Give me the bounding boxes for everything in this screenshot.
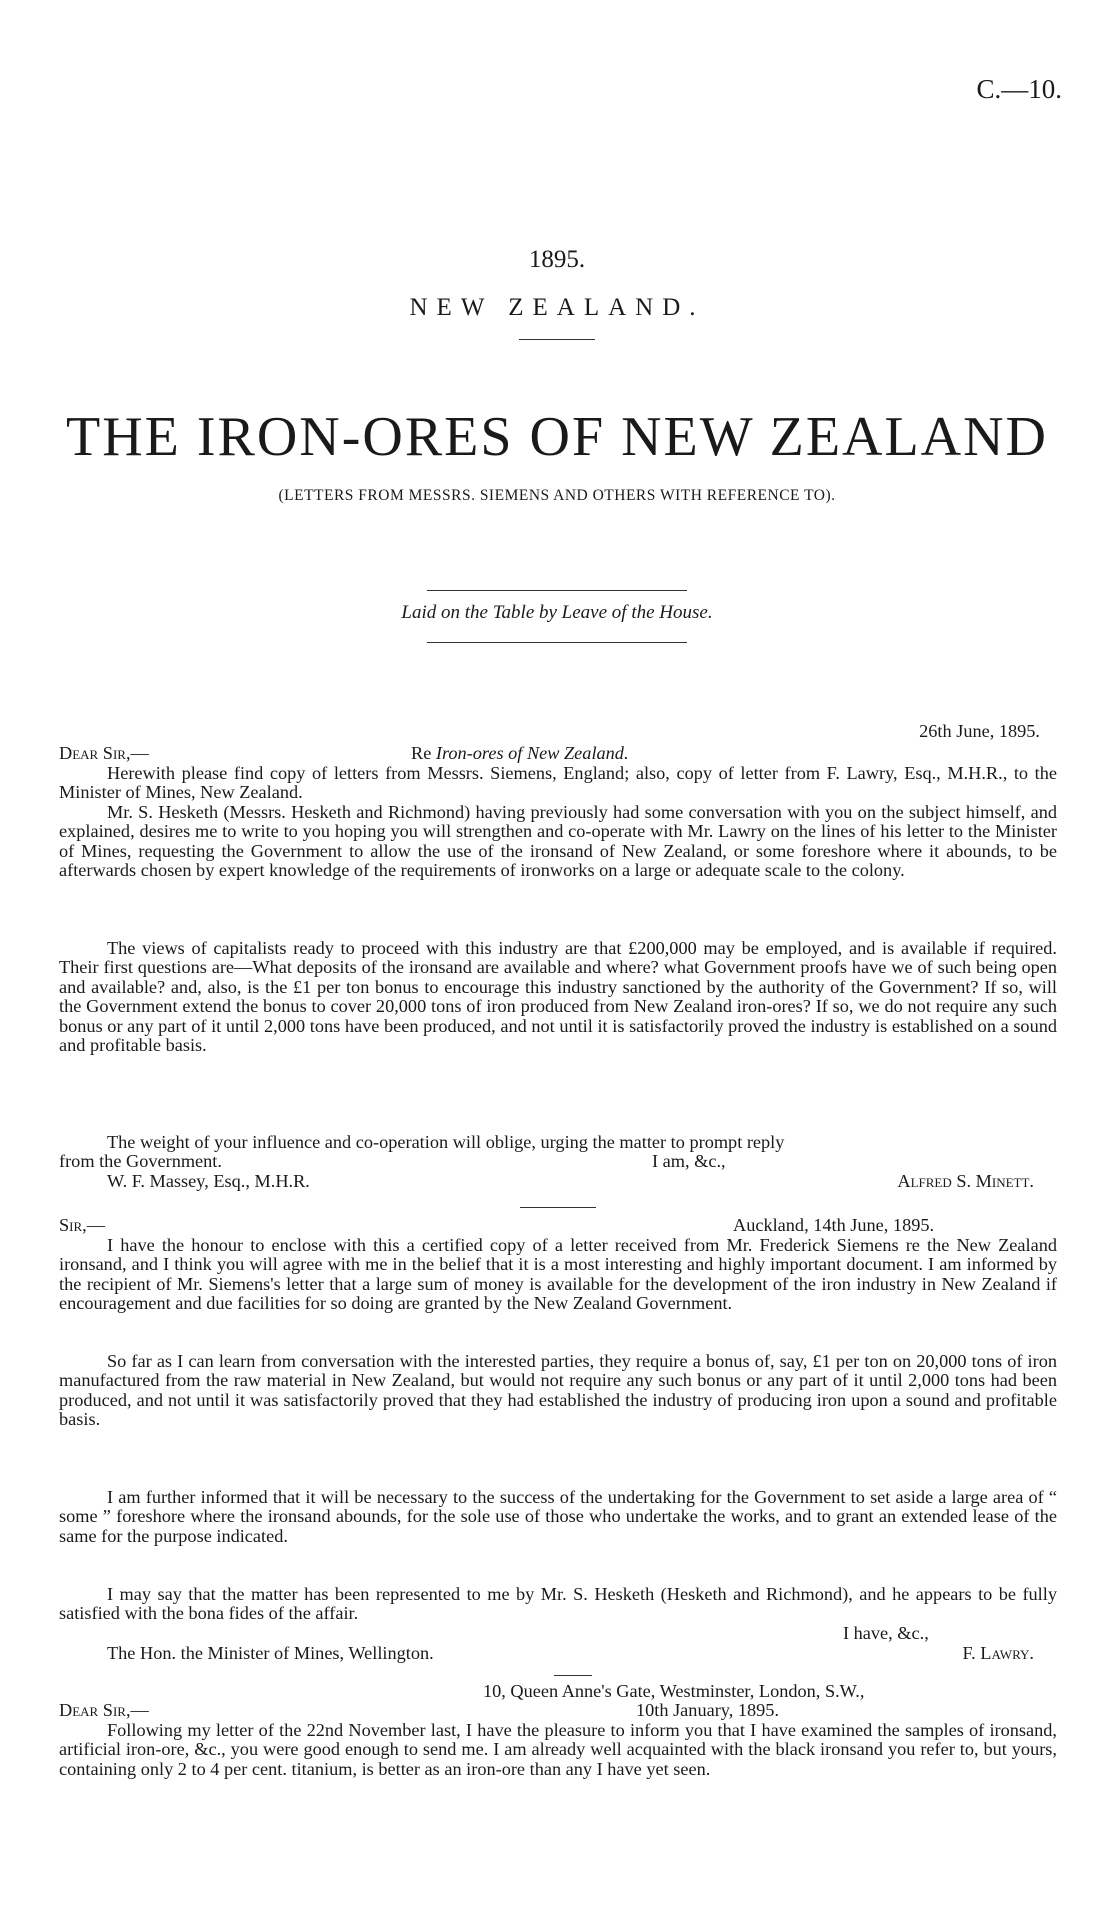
document-country: NEW ZEALAND. xyxy=(409,294,705,321)
letter-paragraph: I am further informed that it will be necessary to the success of the undertaking for the Government to set aside a large area of “ some ” foreshore where the ironsand abounds, for the sole use of those who undertake the works, and to grant an extended lease of the same for the purpose indicated. xyxy=(59,1487,1057,1546)
letter-addressee: The Hon. the Minister of Mines, Wellington. xyxy=(107,1643,434,1663)
letter-closing: I have, &c., xyxy=(843,1623,929,1643)
letter-paragraph: I have the honour to enclose with this a certified copy of a letter received from Mr. Frederick Siemens re the New Zealand ironsand, and I think you will agree with me in the belief that it is a most interesting and highly important document. I am informed by the recipient of Mr. Siemens's letter that a large sum of money is available for the development of the iron industry in New Zealand if encouragement and due facilities for so doing are granted by the New Zealand Government. xyxy=(59,1235,1057,1314)
document-reference: C.—10. xyxy=(976,74,1062,104)
laid-divider-top xyxy=(427,590,687,591)
letter-paragraph: Following my letter of the 22nd November last, I have the pleasure to inform you that I have examined the samples of ironsand, artificial iron-ore, &c., you were good enough to send me. I am already well acquainted with the black ironsand you refer to, but yours, containing only 2 to 4 per cent. titanium, is better as an iron-ore than any I have yet seen. xyxy=(59,1720,1057,1779)
letter-salutation: Dear Sir,— xyxy=(59,743,149,763)
document-subtitle: (LETTERS FROM MESSRS. SIEMENS AND OTHERS WITH REFERENCE TO). xyxy=(278,487,836,504)
laid-on-table-note: Laid on the Table by Leave of the House. xyxy=(401,602,713,623)
letter-closing: I am, &c., xyxy=(652,1151,726,1171)
letter-addressee: W. F. Massey, Esq., M.H.R. xyxy=(107,1171,310,1191)
letter-paragraph: The views of capitalists ready to proceed with this industry are that £200,000 may be employed, and is available if required. Their first questions are—What deposits of the ironsand are available and where? what Government proofs have we of such being open and available? and, also, is the £1 per ton bonus to encourage this industry sanctioned by the authority of the Government? If so, will the Government extend the bonus to cover 20,000 tons of iron produced from New Zealand iron-ores? If so, we do not require any such bonus or any part of it until 2,000 tons have been produced, and not until it is satisfactorily proved the industry is established on a sound and profitable basis. xyxy=(59,938,1057,1056)
letter-paragraph: Mr. S. Hesketh (Messrs. Hesketh and Richmond) having previously had some conversation with you on the subject himself, and explained, desires me to write to you hoping you will strengthen and co-operate with Mr. Lawry on the lines of his letter to the Minister of Mines, requesting the Government to allow the use of the ironsand of New Zealand, or some foreshore where it abounds, to be afterwards chosen by expert knowledge of the requirements of ironworks on a large or adequate scale to the colony. xyxy=(59,802,1057,881)
letter-place-date: Auckland, 14th June, 1895. xyxy=(733,1215,935,1235)
re-prefix: Re xyxy=(411,743,432,763)
letter-salutation: Dear Sir,— xyxy=(59,1700,149,1720)
letter-paragraph: I may say that the matter has been represented to me by Mr. S. Hesketh (Hesketh and Richmond), and he appears to be fully satisfied with the bona fides of the affair. xyxy=(59,1584,1057,1624)
document-year: 1895. xyxy=(528,246,586,273)
letter-closing-left: from the Government. xyxy=(59,1151,222,1171)
header-divider xyxy=(519,339,595,340)
letter-signature: F. Lawry. xyxy=(962,1643,1034,1663)
letter-divider xyxy=(520,1207,596,1208)
letter-date: 10th January, 1895. xyxy=(636,1700,780,1720)
letter-address: 10, Queen Anne's Gate, Westminster, London, S.W., xyxy=(483,1681,865,1701)
re-subject: Iron-ores of New Zealand. xyxy=(435,743,629,763)
letter-paragraph: Herewith please find copy of letters from Messrs. Siemens, England; also, copy of letter from F. Lawry, Esq., M.H.R., to the Minister of Mines, New Zealand. xyxy=(59,763,1057,803)
letter-signature: Alfred S. Minett. xyxy=(897,1171,1034,1191)
letter-salutation: Sir,— xyxy=(59,1215,106,1235)
document-title: THE IRON-ORES OF NEW ZEALAND xyxy=(66,406,1048,468)
letter-paragraph: The weight of your influence and co-operation will oblige, urging the matter to prompt reply xyxy=(107,1132,785,1152)
letter-paragraph: So far as I can learn from conversation with the interested parties, they require a bonus of, say, £1 per ton on 20,000 tons of iron manufactured from the raw material in New Zealand, but would not require any such bonus or any part of it until 2,000 tons had been produced, and not until it was satisfactorily proved that they had established the industry of producing iron upon a sound and profitable basis. xyxy=(59,1351,1057,1430)
letter-subject xyxy=(411,744,629,763)
letter-divider xyxy=(554,1675,592,1676)
laid-divider-bottom xyxy=(427,642,687,643)
letter-date: 26th June, 1895. xyxy=(919,721,1040,741)
